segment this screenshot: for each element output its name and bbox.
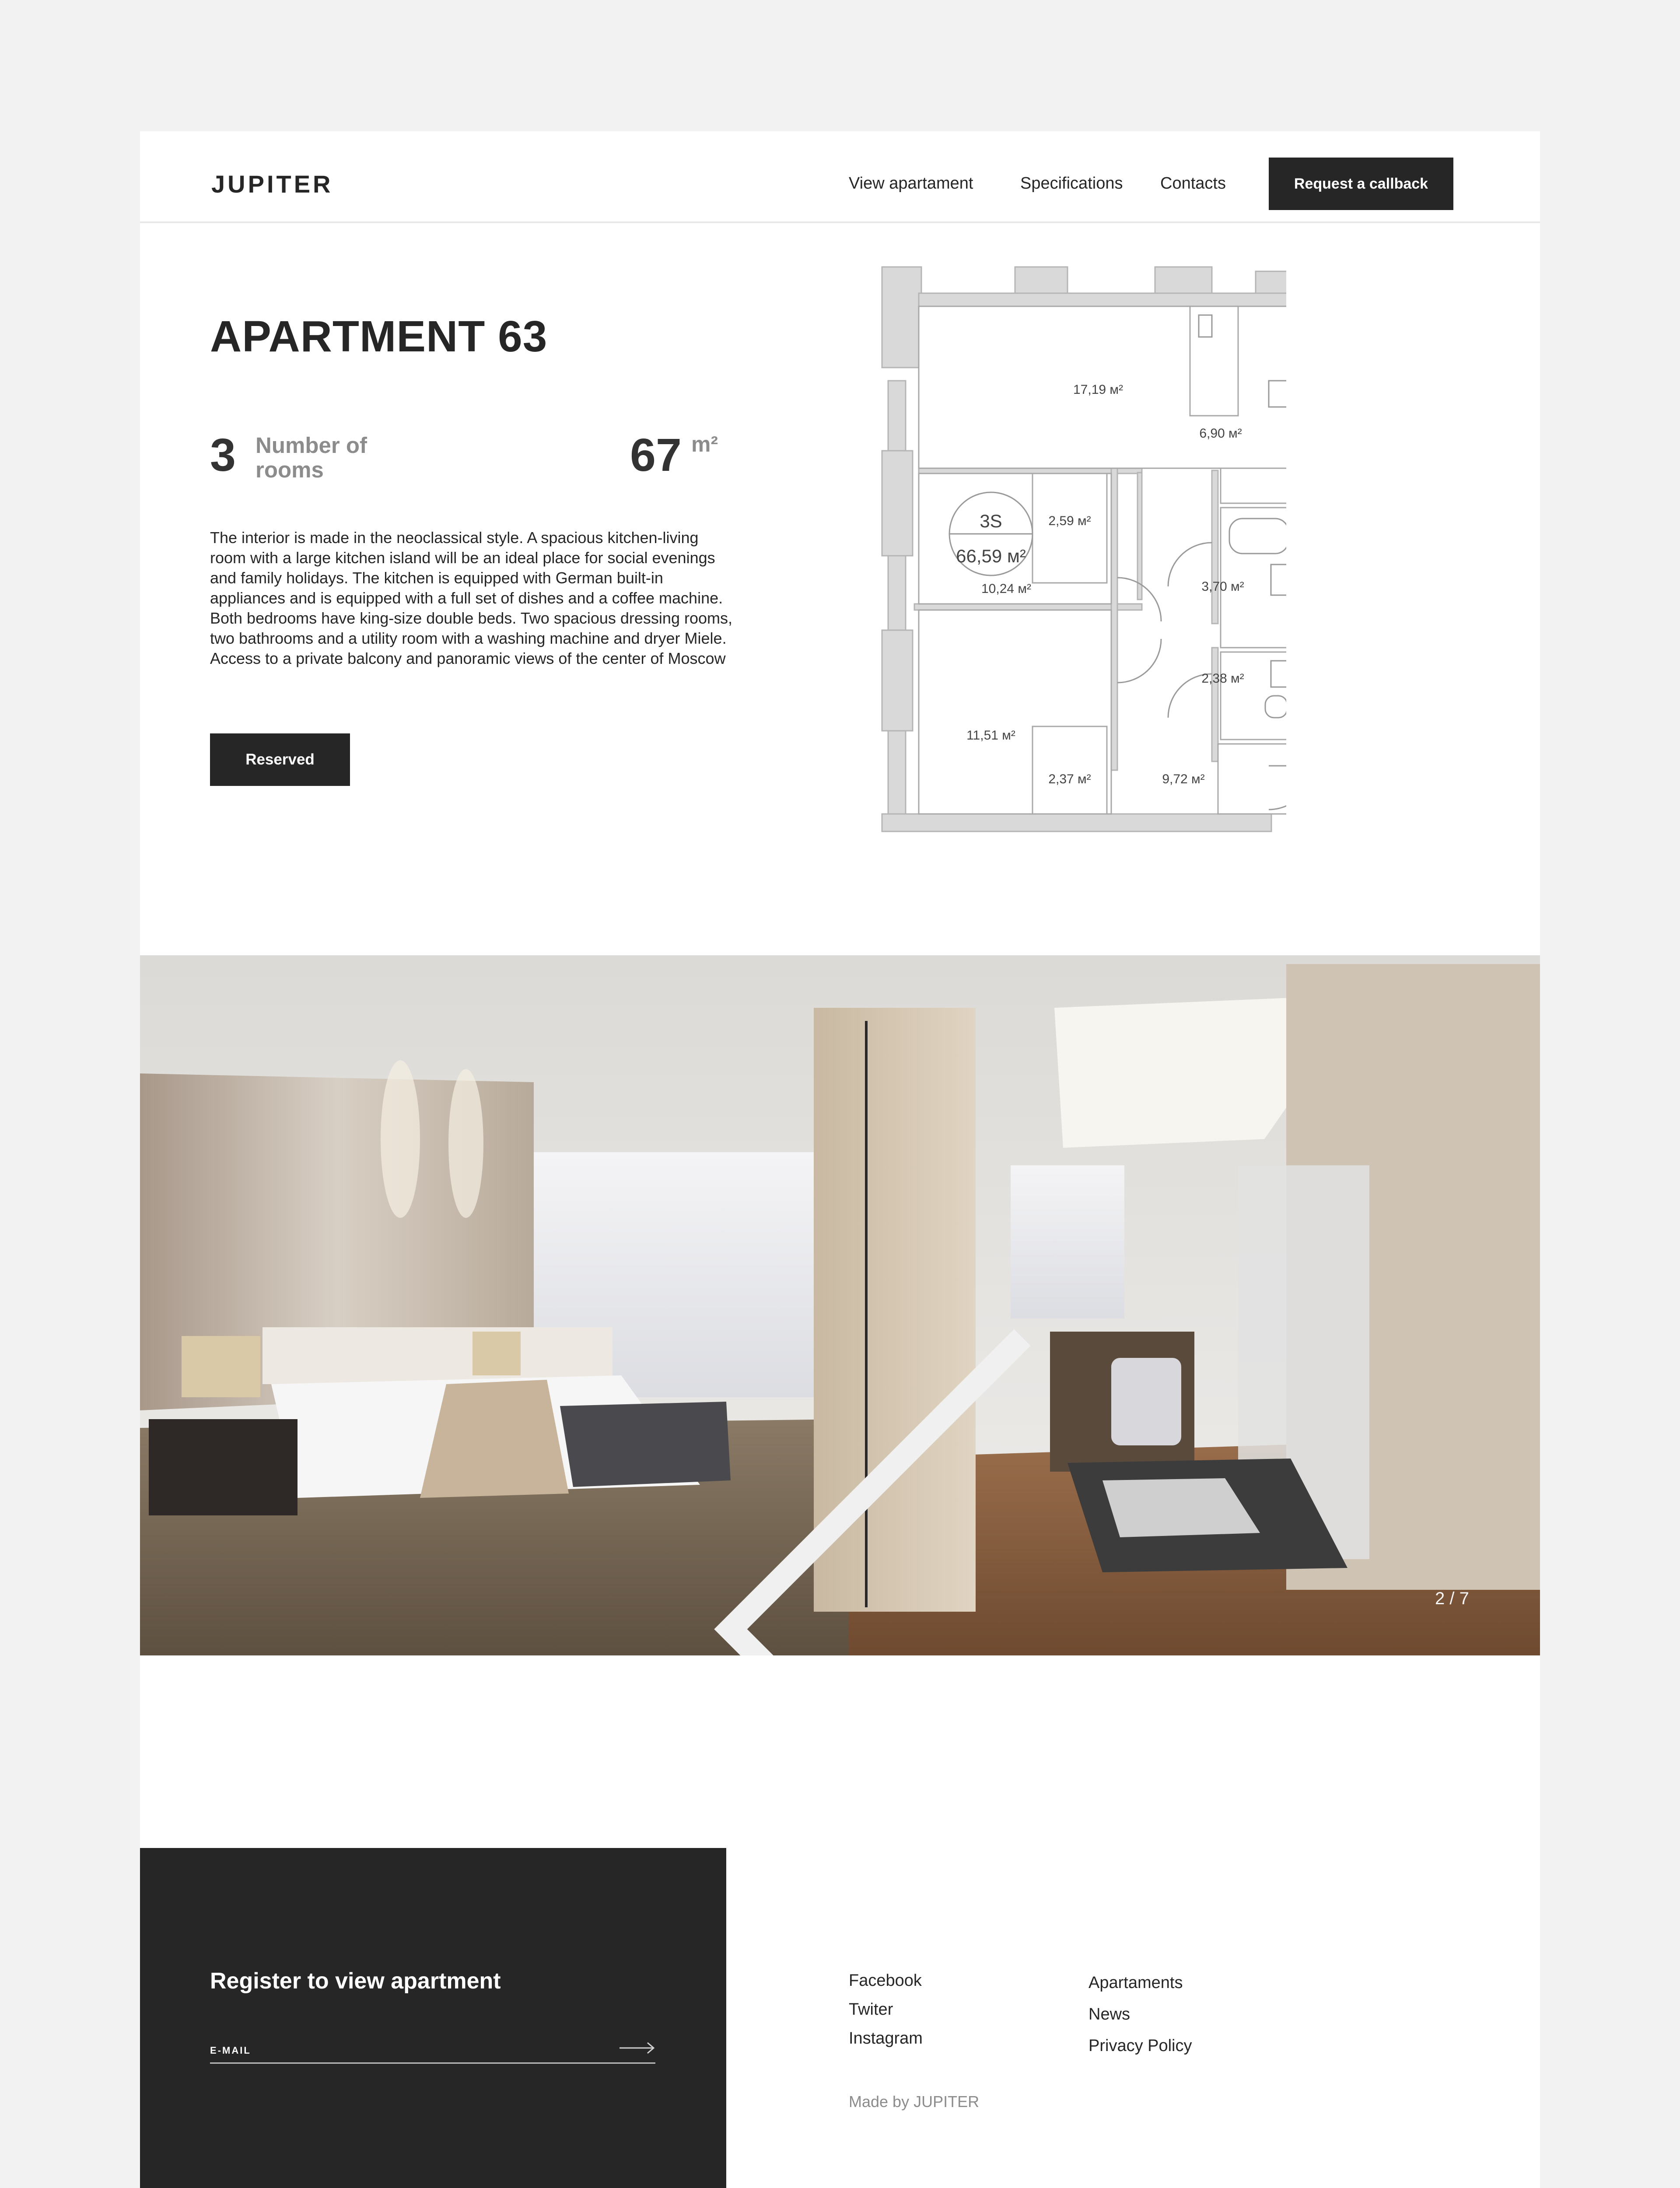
plan-door-swing — [1117, 639, 1161, 683]
plan-room-area: 2,59 м² — [1048, 514, 1091, 528]
plan-wall-inner — [1212, 648, 1218, 761]
gallery-prev-icon[interactable] — [206, 1279, 1540, 1655]
gallery-wall-light — [448, 1069, 483, 1218]
nav-view-apartment[interactable]: View apartament — [849, 174, 973, 193]
request-callback-button[interactable]: Request a callback — [1269, 158, 1453, 210]
footer-link-twitter[interactable]: Twiter — [849, 2000, 893, 2019]
rooms-label: Number of rooms — [256, 433, 367, 482]
page-title: APARTMENT 63 — [210, 312, 548, 361]
nav-specifications[interactable]: Specifications — [1020, 174, 1123, 193]
footer-link-apartaments[interactable]: Apartaments — [1088, 1974, 1183, 1992]
plan-hall — [1218, 744, 1286, 814]
plan-closet-2 — [1032, 726, 1107, 814]
plan-wall-inner — [1138, 473, 1142, 600]
gallery-wall-light — [381, 1060, 420, 1218]
plan-room-area: 17,19 м² — [1073, 382, 1124, 397]
register-title: Register to view apartment — [210, 1968, 501, 1994]
area-unit: m² — [691, 432, 718, 456]
floor-plan-drawing — [849, 263, 1286, 845]
logo[interactable]: JUPITER — [211, 170, 333, 198]
plan-wall-inner — [919, 468, 1142, 473]
plan-column — [882, 267, 921, 368]
page — [140, 131, 1540, 2188]
footer-link-instagram[interactable]: Instagram — [849, 2029, 923, 2048]
plan-type-label: 3S — [980, 511, 1002, 531]
plan-room-area: 6,90 м² — [1199, 426, 1242, 441]
plan-total-area: 66,59 м² — [956, 546, 1026, 566]
plan-kitchen-unit — [1190, 306, 1238, 416]
area-value: 67 — [630, 429, 682, 481]
email-underline — [210, 2062, 655, 2064]
footer-link-facebook[interactable]: Facebook — [849, 1971, 922, 1990]
floor-plan — [849, 263, 1286, 845]
plan-room-area: 9,72 м² — [1162, 772, 1205, 786]
nav-contacts[interactable]: Contacts — [1160, 174, 1226, 193]
plan-room-area: 2,38 м² — [1201, 671, 1244, 686]
plan-room-area: 3,70 м² — [1201, 579, 1244, 594]
plan-wall-inner — [1111, 468, 1117, 770]
footer-link-news[interactable]: News — [1088, 2005, 1130, 2023]
plan-wall-inner — [914, 604, 1142, 610]
plan-room-area: 11,51 м² — [966, 728, 1015, 743]
apartment-description: The interior is made in the neoclassical style. A spacious kitchen-living room with a large kitchen island will be an ideal place for social evenings and family holidays. The kitchen is equipped with German built-in appliances and is equipped with a full set of dishes and a coffee machine. Both bedrooms have king-size double beds. Two spacious dressing rooms, two bathrooms and a utility room with a washing machine and dryer Miele. Access to a private balcony and panoramic views of the center of Moscow — [210, 529, 732, 667]
plan-bathroom — [1221, 508, 1286, 648]
email-field[interactable]: E-MAIL — [210, 2045, 251, 2056]
plan-wall-inner — [1212, 470, 1218, 624]
footer-link-privacy-policy[interactable]: Privacy Policy — [1088, 2037, 1192, 2055]
site-header — [140, 131, 1540, 223]
plan-utility — [1221, 468, 1286, 503]
rooms-count: 3 — [210, 429, 236, 481]
reserved-button[interactable]: Reserved — [210, 733, 350, 786]
plan-column — [882, 451, 913, 556]
plan-room-area: 2,37 м² — [1048, 772, 1091, 786]
made-by-credit: Made by JUPITER — [849, 2093, 980, 2111]
plan-closet — [1032, 473, 1107, 583]
plan-room-area: 10,24 м² — [981, 582, 1032, 596]
plan-wall-top — [919, 293, 1286, 306]
photo-gallery[interactable] — [140, 955, 1540, 1655]
plan-column — [882, 630, 913, 731]
gallery-counter: 2 / 7 — [1435, 1589, 1469, 1608]
plan-wall-left — [888, 381, 906, 823]
plan-wall-bottom — [882, 814, 1271, 831]
register-panel — [140, 1848, 726, 2188]
arrow-right-icon[interactable] — [620, 2041, 655, 2055]
